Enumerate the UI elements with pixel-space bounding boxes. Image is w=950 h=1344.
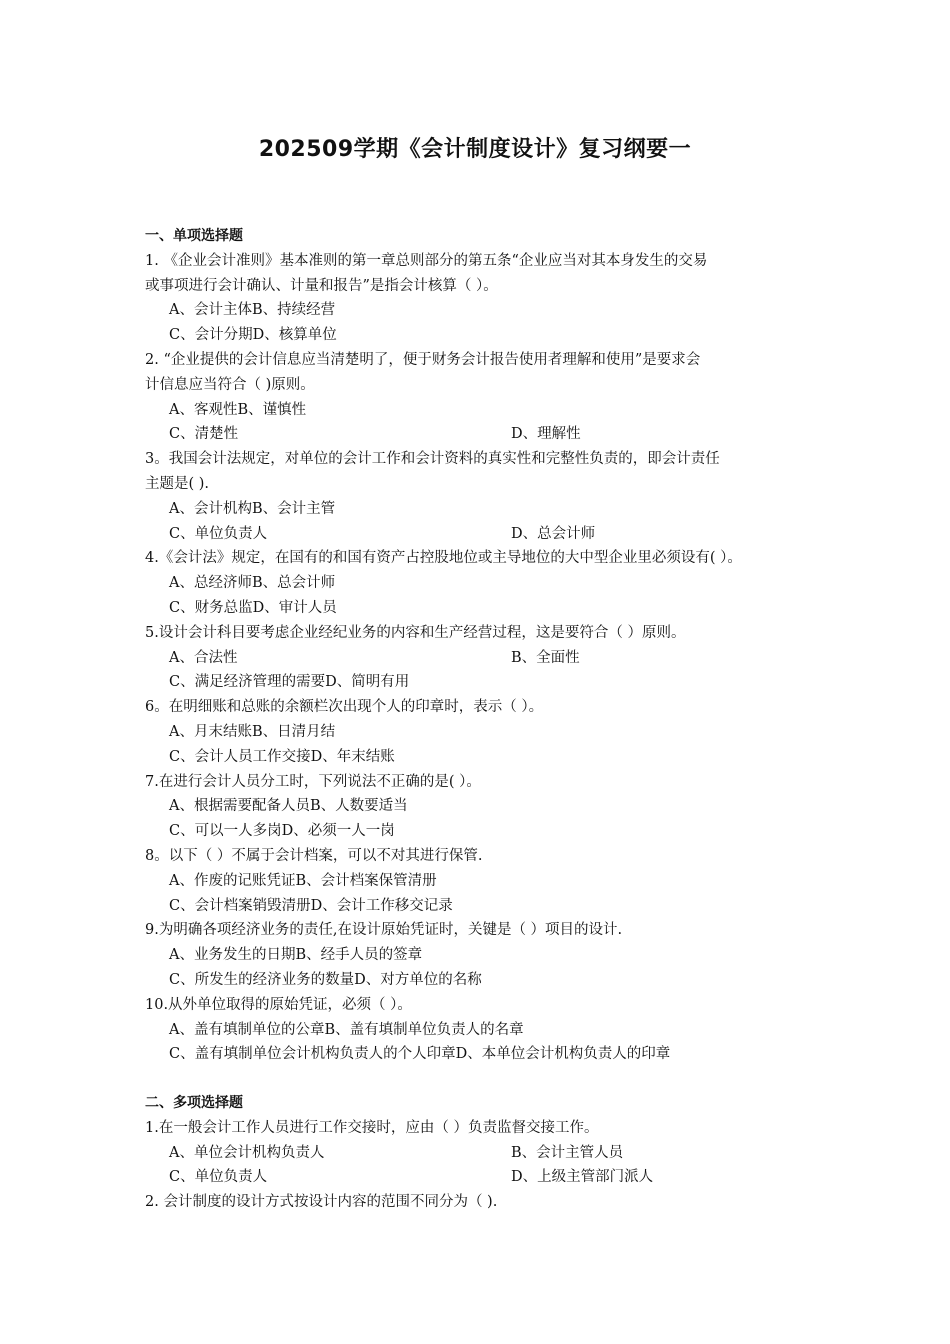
question-text: 10.从外单位取得的原始凭证，必须（ ）。 [145, 996, 412, 1013]
option-text: B、会计主管人员 [511, 1144, 624, 1161]
option-row [145, 1141, 865, 1166]
option-text: A、会计机构B、会计主管 [169, 500, 336, 517]
question-text: 3。我国会计法规定，对单位的会计工作和会计资料的真实性和完整性负责的，即会计责任 [145, 451, 720, 468]
question-text: 2. 会计制度的设计方式按设计内容的范围不同分为（ ). [145, 1194, 498, 1211]
option-row [145, 1042, 865, 1067]
option-row [145, 670, 865, 695]
option-row [145, 422, 865, 447]
single-choice-questions [145, 249, 865, 1067]
document-body [145, 224, 865, 1215]
option-text: C、盖有填制单位会计机构负责人的个人印章D、本单位会计机构负责人的印章 [169, 1046, 671, 1063]
option-row [145, 819, 865, 844]
option-text: C、满足经济管理的需要D、简明有用 [169, 674, 410, 691]
option-text: A、根据需要配备人员B、人数要适当 [169, 798, 408, 815]
option-row [145, 720, 865, 745]
option-text: C、单位负责人 [169, 1169, 268, 1186]
option-row [145, 794, 865, 819]
option-row [145, 1018, 865, 1043]
option-row [145, 943, 865, 968]
question-text: 1.在一般会计工作人员进行工作交接时，应由（ ）负责监督交接工作。 [145, 1119, 599, 1136]
option-text: C、清楚性 [169, 426, 239, 443]
option-row [145, 1165, 865, 1190]
option-row [145, 894, 865, 919]
option-row [145, 398, 865, 423]
option-text: A、单位会计机构负责人 [169, 1144, 325, 1161]
option-text: A、会计主体B、持续经营 [169, 302, 336, 319]
question-text: 7.在进行会计人员分工时，下列说法不正确的是( ）。 [145, 773, 481, 790]
option-text: D、总会计师 [511, 525, 596, 542]
option-text: A、客观性B、谨慎性 [169, 401, 307, 418]
option-text: A、总经济师B、总会计师 [169, 575, 336, 592]
question-text: 4.《会计法》规定，在国有的和国有资产占控股地位或主导地位的大中型企业里必须设有( ）。 [145, 550, 742, 567]
option-row [145, 596, 865, 621]
option-text: C、单位负责人 [169, 525, 268, 542]
question-text: 计信息应当符合（ )原则。 [145, 376, 315, 393]
option-text: A、月末结账B、日清月结 [169, 723, 336, 740]
section-spacer [145, 1067, 865, 1091]
option-text: C、会计分期D、核算单位 [169, 327, 337, 344]
option-text: C、财务总监D、审计人员 [169, 599, 337, 616]
option-row [145, 298, 865, 323]
question-text: 6。在明细账和总账的余额栏次出现个人的印章时，表示（ ）。 [145, 699, 544, 716]
question-text: 2. “企业提供的会计信息应当清楚明了，便于财务会计报告使用者理解和使用”是要求会 [145, 351, 701, 368]
section-heading-multiple-choice: 二、多项选择题 [145, 1095, 243, 1112]
option-row [145, 745, 865, 770]
option-text: C、会计档案销毁清册D、会计工作移交记录 [169, 897, 453, 914]
option-text: A、作废的记账凭证B、会计档案保管清册 [169, 872, 437, 889]
option-text: A、合法性 [169, 649, 238, 666]
question-text: 8。以下（ ）不属于会计档案，可以不对其进行保管. [145, 847, 483, 864]
option-row [145, 968, 865, 993]
question-text: 1. 《企业会计准则》基本准则的第一章总则部分的第五条“企业应当对其本身发生的交易 [145, 252, 708, 269]
option-text: D、上级主管部门派人 [511, 1169, 654, 1186]
section-heading-single-choice: 一、单项选择题 [145, 228, 243, 244]
option-text: C、会计人员工作交接D、年末结账 [169, 748, 395, 765]
option-text: A、盖有填制单位的公章B、盖有填制单位负责人的名章 [169, 1021, 524, 1038]
question-text: 5.设计会计科目要考虑企业经纪业务的内容和生产经营过程，这是要符合（ ）原则。 [145, 624, 686, 641]
question-text: 或事项进行会计确认、计量和报告”是指会计核算（ ）。 [145, 277, 498, 294]
option-row [145, 323, 865, 348]
option-text: D、理解性 [511, 426, 581, 443]
page-title: 202509学期《会计制度设计》复习纲要一 [258, 137, 692, 162]
multiple-choice-questions [145, 1116, 865, 1215]
option-text: A、业务发生的日期B、经手人员的签章 [169, 947, 423, 964]
option-row [145, 571, 865, 596]
option-row [145, 869, 865, 894]
question-text: 主题是( ). [145, 475, 210, 492]
option-text: B、全面性 [511, 649, 580, 666]
option-text: C、所发生的经济业务的数量D、对方单位的名称 [169, 971, 482, 988]
option-row [145, 646, 865, 671]
option-row [145, 497, 865, 522]
option-row [145, 522, 865, 547]
option-text: C、可以一人多岗D、必须一人一岗 [169, 823, 395, 840]
question-text: 9.为明确各项经济业务的责任,在设计原始凭证时，关键是（ ）项目的设计. [145, 922, 623, 939]
